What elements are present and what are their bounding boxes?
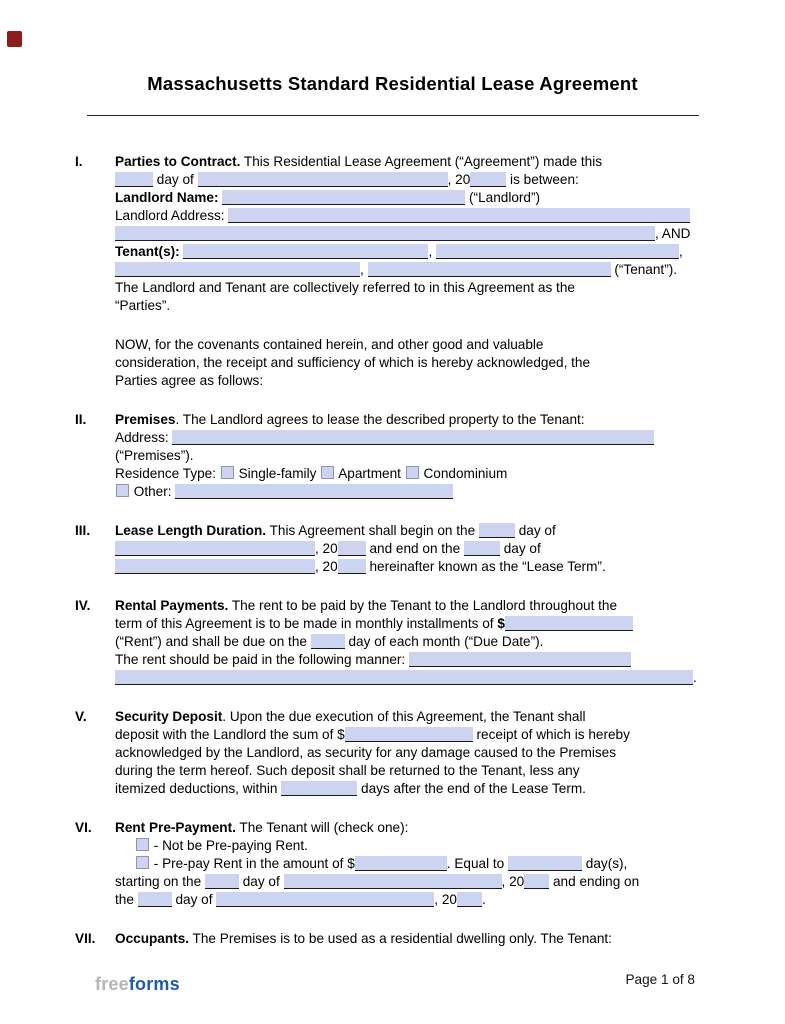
section-content: [115, 153, 710, 315]
text-run: Condominium: [419, 466, 508, 481]
bold-text-run: Landlord Name:: [115, 190, 223, 205]
text-line: [115, 483, 710, 501]
checkbox-apartment[interactable]: [321, 466, 334, 479]
text-run: hereinafter known as the “Lease Term”.: [365, 559, 606, 574]
title-divider: [87, 115, 699, 116]
text-run: day of: [514, 523, 556, 538]
text-line: [115, 207, 710, 225]
text-line: [115, 336, 710, 354]
section-numeral: VI.: [75, 820, 92, 835]
blank-tenant-name-4[interactable]: [368, 262, 611, 277]
bold-text-run: Security Deposit: [115, 709, 223, 724]
red-corner-marker: [7, 31, 22, 47]
section-rent-pre-payment: [75, 819, 710, 909]
logo-forms-text: forms: [128, 974, 180, 994]
page-number: Page 1 of 8: [625, 972, 695, 987]
section-premises: [75, 411, 710, 501]
section-content: [115, 597, 710, 687]
text-run: starting on the: [115, 874, 205, 889]
text-run: The rent should be paid in the following manner:: [115, 652, 409, 667]
blank-begin-year[interactable]: [338, 541, 366, 556]
text-run: .: [693, 670, 697, 685]
section-numeral: III.: [75, 523, 91, 538]
blank-end-month[interactable]: [115, 559, 315, 574]
text-run: Other:: [130, 484, 176, 499]
text-run: ,: [360, 262, 368, 277]
blank-prepay-start-day[interactable]: [205, 874, 239, 889]
text-line: [115, 837, 710, 855]
text-line: [115, 447, 710, 465]
text-run: The Premises is to be used as a residential dwelling only. The Tenant:: [189, 931, 612, 946]
bold-text-run: Premises: [115, 412, 176, 427]
text-line: [115, 279, 710, 297]
bold-text-run: Lease Length Duration.: [115, 523, 267, 538]
section-content: [115, 522, 710, 576]
text-run: is between:: [506, 172, 579, 187]
blank-prepay-start-month[interactable]: [284, 874, 502, 889]
text-line: [115, 819, 710, 837]
text-run: , AND: [655, 226, 691, 241]
text-line: [115, 708, 710, 726]
text-run: (“Premises”).: [115, 448, 194, 463]
section-numeral: V.: [75, 709, 87, 724]
text-run: day of: [499, 541, 541, 556]
text-run: (“Landlord”): [465, 190, 541, 205]
text-line: [115, 297, 710, 315]
blank-landlord-address-1[interactable]: [228, 208, 690, 223]
blank-tenant-name-2[interactable]: [436, 244, 679, 259]
blank-premises-address[interactable]: [172, 430, 654, 445]
section-content: [115, 708, 710, 798]
text-line: [115, 261, 710, 279]
blank-prepay-end-day[interactable]: [138, 892, 172, 907]
section-content: [115, 930, 710, 948]
blank-other-residence[interactable]: [175, 484, 453, 499]
text-run: Apartment: [335, 466, 405, 481]
blank-rent-amount[interactable]: [505, 616, 633, 631]
blank-prepay-days[interactable]: [508, 856, 582, 871]
blank-tenant-name-1[interactable]: [183, 244, 428, 259]
text-line: [115, 930, 710, 948]
text-line: [115, 891, 710, 909]
bold-text-run: $: [497, 616, 505, 631]
text-run: ,: [428, 244, 437, 259]
paragraph-consideration: [75, 336, 710, 390]
blank-prepay-end-year[interactable]: [457, 892, 482, 907]
text-run: consideration, the receipt and sufficiency of which is hereby acknowledged, the: [115, 355, 591, 370]
text-run: NOW, for the covenants contained herein, and other good and valuable: [115, 337, 544, 352]
text-run: , 20: [315, 559, 338, 574]
text-run: day of: [171, 892, 217, 907]
freeforms-logo: [95, 974, 180, 995]
checkbox-not-prepaying[interactable]: [136, 838, 149, 851]
bold-text-run: Tenant(s):: [115, 244, 184, 259]
text-run: receipt of which is hereby: [472, 727, 630, 742]
text-run: (“Tenant”).: [610, 262, 678, 277]
text-line: [115, 651, 710, 669]
text-run: .: [481, 892, 486, 907]
bold-text-run: Occupants.: [115, 931, 190, 946]
section-numeral: II.: [75, 412, 87, 427]
text-run: The Tenant will (check one):: [235, 820, 409, 835]
blank-due-day[interactable]: [311, 634, 345, 649]
text-line: [115, 633, 710, 651]
text-run: This Agreement shall begin on the: [266, 523, 479, 538]
checkbox-other-residence[interactable]: [116, 484, 129, 497]
blank-end-year[interactable]: [338, 559, 366, 574]
blank-agreement-day[interactable]: [115, 172, 153, 187]
blank-prepay-end-month[interactable]: [216, 892, 434, 907]
blank-payment-manner-1[interactable]: [409, 652, 631, 667]
blank-begin-month[interactable]: [115, 541, 315, 556]
blank-prepay-amount[interactable]: [355, 856, 447, 871]
section-parties-to-contract: [75, 153, 710, 315]
checkbox-prepay[interactable]: [136, 856, 149, 869]
text-run: (“Rent”) and shall be due on the: [115, 634, 311, 649]
text-line: [115, 780, 710, 798]
text-run: Single-family: [234, 466, 321, 481]
logo-free-text: free: [95, 974, 129, 994]
text-line: [115, 372, 710, 390]
text-run: day of each month (“Due Date”).: [344, 634, 544, 649]
section-rental-payments: [75, 597, 710, 687]
blank-payment-manner-2[interactable]: [115, 670, 693, 685]
text-run: , 20: [447, 172, 471, 187]
text-line: [115, 465, 710, 483]
document-title: Massachusetts Standard Residential Lease Agreement: [147, 73, 638, 94]
blank-tenant-name-3[interactable]: [115, 262, 360, 277]
section-numeral: VII.: [75, 931, 96, 946]
text-line: [115, 354, 710, 372]
text-run: ,: [679, 244, 683, 259]
text-run: day of: [153, 172, 198, 187]
blank-landlord-address-2[interactable]: [115, 226, 655, 241]
text-run: the: [115, 892, 138, 907]
text-run: This Residential Lease Agreement (“Agreement”) made this: [240, 154, 603, 169]
text-run: . Upon the due execution of this Agreement, the Tenant shall: [222, 709, 586, 724]
section-content: [115, 819, 710, 909]
text-run: , 20: [315, 541, 338, 556]
text-run: day(s),: [582, 856, 628, 871]
bold-text-run: Parties to Contract.: [115, 154, 241, 169]
checkbox-single-family[interactable]: [221, 466, 234, 479]
text-run: Landlord Address:: [115, 208, 229, 223]
text-line: [115, 597, 710, 615]
text-run: , 20: [434, 892, 457, 907]
text-line: [115, 540, 710, 558]
bold-text-run: Rent Pre-Payment.: [115, 820, 236, 835]
text-line: [115, 153, 710, 171]
text-run: Residence Type:: [115, 466, 220, 481]
text-run: , 20: [501, 874, 525, 889]
blank-begin-day[interactable]: [479, 523, 515, 538]
text-line: [115, 243, 710, 261]
blank-agreement-year[interactable]: [470, 172, 506, 187]
text-run: deposit with the Landlord the sum of $: [115, 727, 345, 742]
text-line: [115, 615, 710, 633]
blank-prepay-start-year[interactable]: [524, 874, 549, 889]
text-line: [115, 669, 710, 687]
text-run: . The Landlord agrees to lease the described property to the Tenant:: [175, 412, 585, 427]
blank-landlord-name[interactable]: [222, 190, 465, 205]
text-run: itemized deductions, within: [115, 781, 282, 796]
text-line: [115, 762, 710, 780]
text-run: - Pre-pay Rent in the amount of $: [150, 856, 355, 871]
section-security-deposit: [75, 708, 710, 798]
text-line: [115, 411, 710, 429]
section-numeral: IV.: [75, 598, 91, 613]
blank-deposit-amount[interactable]: [345, 727, 473, 742]
section-lease-length-duration: [75, 522, 710, 576]
text-run: . Equal to: [446, 856, 508, 871]
text-run: and end on the: [365, 541, 464, 556]
bold-text-run: Rental Payments.: [115, 598, 229, 613]
section-content: [115, 411, 710, 501]
blank-agreement-month[interactable]: [198, 172, 448, 187]
text-line: [115, 873, 710, 891]
text-run: acknowledged by the Landlord, as security for any damage caused to the Premises: [115, 745, 616, 760]
text-run: The Landlord and Tenant are collectively referred to in this Agreement as the: [115, 280, 575, 295]
section-content: [115, 336, 710, 390]
blank-end-day[interactable]: [464, 541, 500, 556]
document-body: [75, 153, 710, 948]
text-run: Address:: [115, 430, 173, 445]
text-run: “Parties”.: [115, 298, 171, 313]
text-run: day of: [238, 874, 284, 889]
text-run: during the term hereof. Such deposit shall be returned to the Tenant, less any: [115, 763, 580, 778]
text-run: and ending on: [549, 874, 640, 889]
text-run: days after the end of the Lease Term.: [357, 781, 586, 796]
checkbox-condominium[interactable]: [406, 466, 419, 479]
text-line: [115, 522, 710, 540]
text-line: [115, 429, 710, 447]
blank-deposit-return-days[interactable]: [281, 781, 357, 796]
section-numeral: I.: [75, 154, 83, 169]
section-numeral: [75, 336, 115, 390]
text-run: The rent to be paid by the Tenant to the Landlord throughout the: [228, 598, 618, 613]
text-line: [115, 171, 710, 189]
text-run: - Not be Pre-paying Rent.: [150, 838, 308, 853]
text-line: [115, 558, 710, 576]
text-run: Parties agree as follows:: [115, 373, 264, 388]
text-run: term of this Agreement is to be made in monthly installments of: [115, 616, 498, 631]
text-line: [115, 744, 710, 762]
text-line: [115, 225, 710, 243]
text-line: [115, 189, 710, 207]
text-line: [115, 726, 710, 744]
text-line: [115, 855, 710, 873]
section-occupants: [75, 930, 710, 948]
